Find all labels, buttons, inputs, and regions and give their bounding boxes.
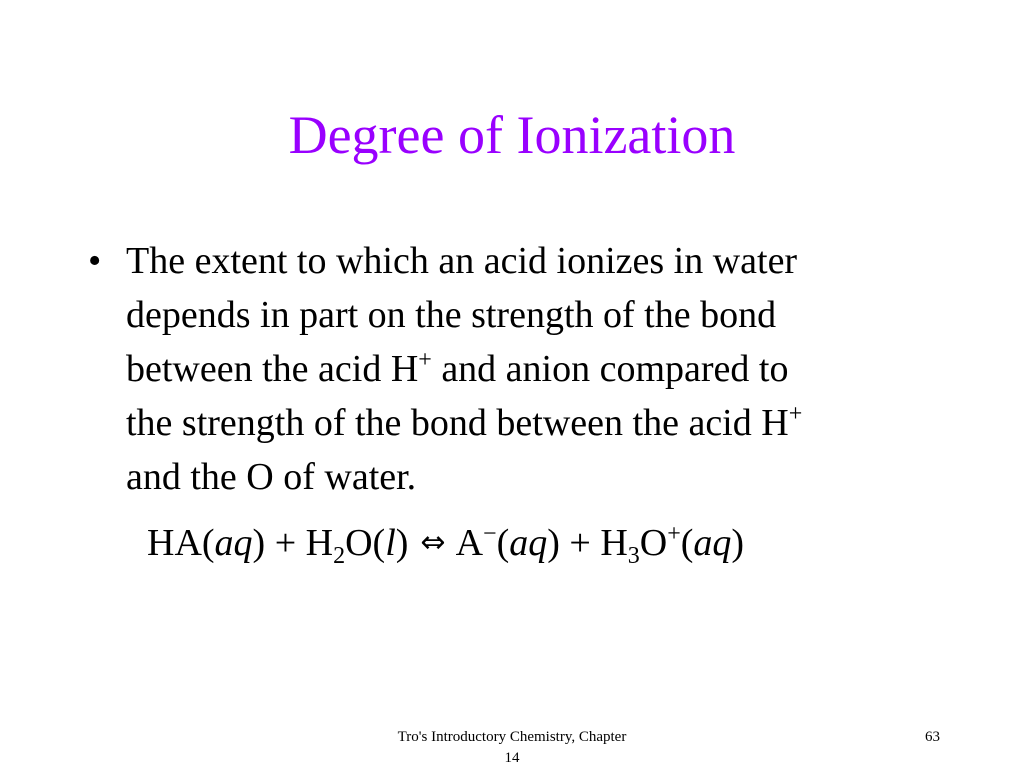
bullet-line-3-text: between the acid H bbox=[126, 348, 419, 390]
bullet-line-1-text: The extent to which an acid ionizes in water bbox=[126, 240, 798, 282]
plus-sign-1: + bbox=[274, 522, 297, 564]
product-anion: A bbox=[455, 522, 484, 564]
ionization-equation bbox=[147, 516, 744, 570]
product-hydronium-close: ) bbox=[731, 522, 745, 564]
product-hydronium-open: ( bbox=[680, 522, 694, 564]
hydrogen-ion-charge-2: + bbox=[788, 401, 803, 427]
bullet-line-4-text: the strength of the bond between the acid H bbox=[126, 402, 789, 444]
page-number: 63 bbox=[925, 729, 940, 745]
reactant-water-o: O( bbox=[345, 522, 386, 564]
reactant-water-subscript: 2 bbox=[333, 543, 346, 569]
reactant-ha-state: aq bbox=[214, 522, 253, 564]
footer-source-line-2: 14 bbox=[504, 750, 520, 766]
product-anion-open: ( bbox=[496, 522, 510, 564]
product-hydronium-state: aq bbox=[693, 522, 732, 564]
product-hydronium-o: O bbox=[639, 522, 668, 564]
product-hydronium-h: H bbox=[600, 522, 628, 564]
bullet-dot-icon: • bbox=[88, 240, 102, 282]
bullet-line-4 bbox=[126, 396, 966, 450]
slide-title: Degree of Ionization bbox=[288, 105, 736, 165]
bullet-line-2 bbox=[126, 288, 966, 342]
bullet-line-5-text: and the O of water. bbox=[126, 456, 417, 498]
bullet-line-3 bbox=[126, 342, 966, 396]
reactant-water-state: l bbox=[385, 522, 396, 564]
reactant-ha-close: ) bbox=[252, 522, 266, 564]
bullet-line-2-text: depends in part on the strength of the bond bbox=[126, 294, 777, 336]
reactant-water-h: H bbox=[305, 522, 334, 564]
reactant-water-close: ) bbox=[395, 522, 409, 564]
equilibrium-arrow-icon: ⇔ bbox=[420, 525, 446, 560]
product-anion-state: aq bbox=[509, 522, 548, 564]
reactant-ha: HA( bbox=[147, 522, 215, 564]
footer-source bbox=[300, 727, 724, 769]
product-anion-charge: − bbox=[483, 521, 497, 547]
product-hydronium-subscript: 3 bbox=[627, 543, 640, 569]
plus-sign-2: + bbox=[569, 522, 591, 564]
product-hydronium-charge: + bbox=[667, 521, 681, 547]
footer-source-line-1: Tro's Introductory Chemistry, Chapter bbox=[397, 729, 627, 745]
bullet-line-5 bbox=[126, 450, 966, 504]
hydrogen-ion-charge: + bbox=[418, 347, 432, 373]
bullet-line-1 bbox=[126, 234, 966, 288]
bullet-text bbox=[126, 234, 966, 504]
product-anion-close: ) bbox=[547, 522, 560, 564]
bullet-line-3-rest: and anion compared to bbox=[441, 348, 789, 390]
